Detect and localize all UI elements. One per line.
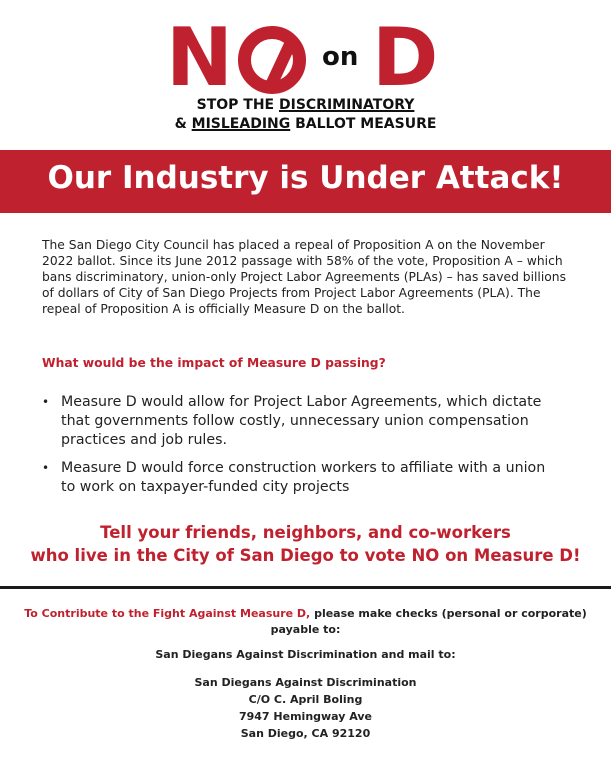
logo-letter-n: N [166,11,231,104]
impact-question: What would be the impact of Measure D passing? [42,356,386,370]
cta-line-2: who live in the City of San Diego to vote NO on Measure D! [30,546,581,565]
headline-banner [0,150,611,213]
prohibited-o-icon [238,26,306,94]
list-item: • Measure D would allow for Project Labor Agreements, which dictate that governments follow costly, unnecessary union compensation practices and job rules. [42,394,542,448]
mailing-address [0,674,611,742]
call-to-action [0,521,611,567]
cta-line-1: Tell your friends, neighbors, and co-workers [100,523,511,542]
divider [0,586,611,589]
address-line: San Diegans Against Discrimination [194,676,417,689]
tagline-line-1: STOP THE DISCRIMINATORY [196,97,415,113]
logo-letter-d: D [372,11,437,104]
no-on-d-logo [0,0,611,140]
contribute-instructions: To Contribute to the Fight Against Measure D, please make checks (personal or corporate) payable to: [24,607,587,636]
bullet-icon: • [42,461,50,475]
address-line: 7947 Hemingway Ave [238,710,373,723]
headline-title: Our Industry is Under Attack! [47,160,564,196]
tagline-line-2: & MISLEADING BALLOT MEASURE [174,116,437,132]
bullet-icon: • [42,395,50,409]
address-line: C/O C. April Boling [248,693,363,706]
list-item: • Measure D would force construction workers to affiliate with a union to work on taxpayer-funded city projects [42,460,546,495]
payable-line: San Diegans Against Discrimination and mail to: [155,648,456,661]
logo-word-on: on [322,42,359,72]
impact-list [42,393,562,506]
address-line: San Diego, CA 92120 [240,727,371,740]
intro-paragraph: The San Diego City Council has placed a repeal of Proposition A on the November 2022 ballot. Since its June 2012 passage with 58% of the vote, Proposition A – which bans discriminatory, union-only Project Labor Agreements (PLAs) – has saved billions of dollars of City of San Diego Projects from Project Labor Agreements (PLA). The repeal of Proposition A is officially Measure D on the ballot. [42,238,566,316]
